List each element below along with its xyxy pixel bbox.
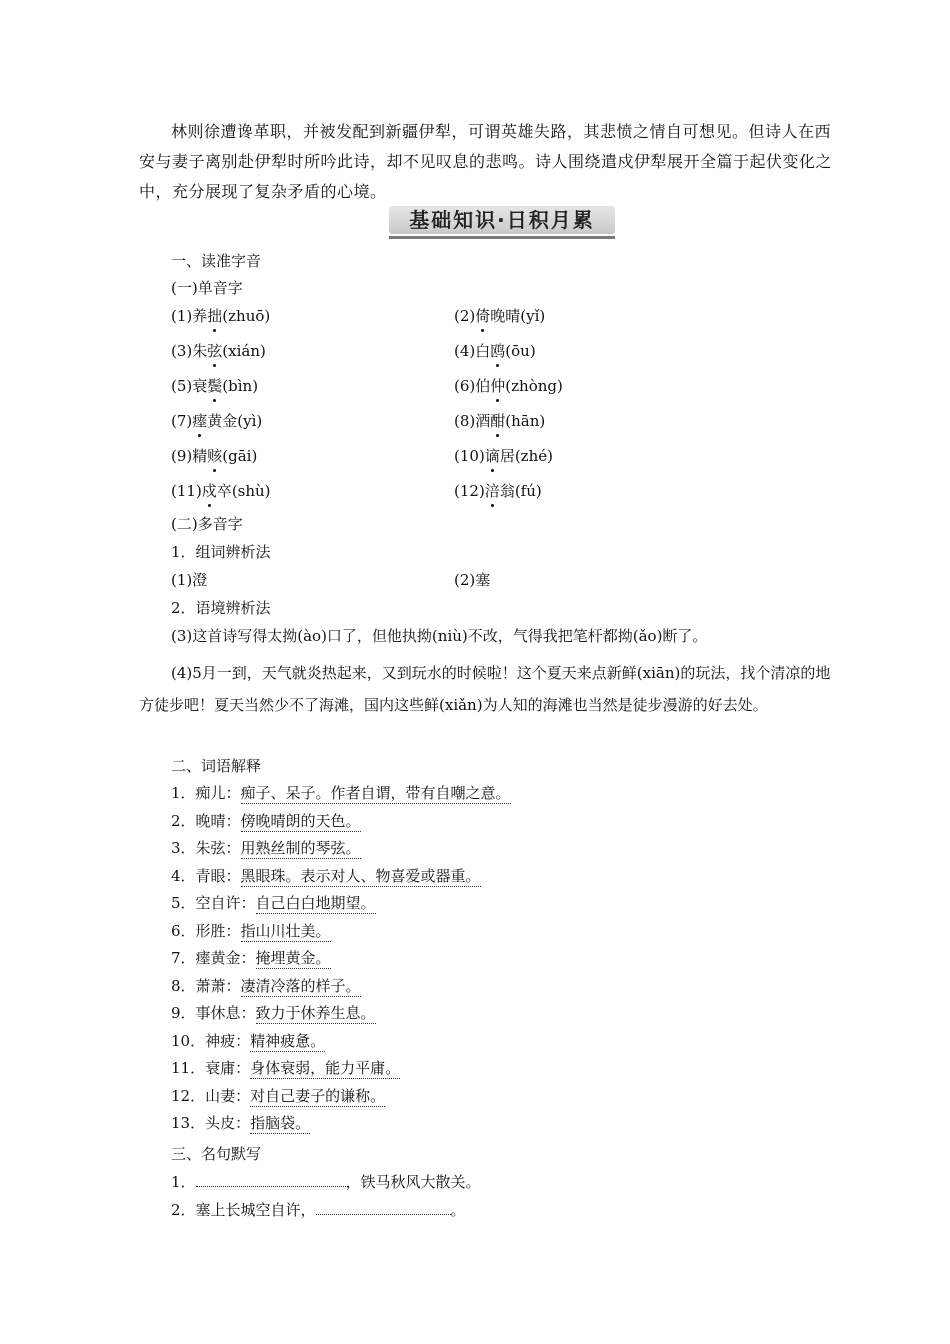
pronunciation-item	[454, 340, 536, 362]
section-heading: 二、词语解释	[171, 757, 262, 775]
pronunciation-item	[454, 445, 553, 467]
definition: 痴子、呆子。作者自谓，带有自嘲之意。	[240, 784, 511, 802]
fill-in-line-1	[171, 1171, 481, 1193]
dotted-character: 谪	[484, 447, 500, 465]
subsection-heading: (二)多音字	[171, 515, 243, 533]
pronunciation-item	[171, 305, 270, 327]
pronunciation-item	[171, 375, 258, 397]
dotted-character: 戍	[201, 482, 217, 500]
word-prefix: 伯	[475, 377, 491, 395]
definition: 掩埋黄金。	[255, 949, 331, 967]
answer-blank[interactable]	[316, 1200, 451, 1215]
definition: 致力于休养生息。	[255, 1004, 376, 1022]
dotted-character: 酣	[490, 412, 506, 430]
dotted-character: 赅	[207, 447, 223, 465]
word-prefix: 酒	[475, 412, 491, 430]
word-prefix: 精	[192, 447, 208, 465]
word-pinyin: (zhuō)	[222, 307, 271, 325]
list-item: (1)澄	[171, 571, 208, 589]
item-number: (2)	[454, 307, 476, 325]
word-pinyin: 卒(shù)	[216, 482, 271, 500]
word-pinyin: (xián)	[222, 342, 266, 360]
word-pinyin: 黄金(yì)	[207, 412, 263, 430]
intro-paragraph: 林则徐遭谗革职，并被发配到新疆伊犁，可谓英雄失路，其悲愤之情自可想见。但诗人在西安与妻子离别赴伊犁时所吟此诗，却不见叹息的悲鸣。诗人围绕遣戍伊犁展开全篇于起伏变化之中，充分展现了复杂矛盾的心境。	[139, 122, 833, 201]
vocabulary-item	[171, 920, 331, 942]
item-number: 1．	[171, 1173, 196, 1191]
dotted-character: 仲	[490, 377, 506, 395]
definition: 傍晚晴朗的天色。	[240, 811, 361, 830]
line-end: 。	[450, 1201, 466, 1219]
line-text: ，铁马秋风大散关。	[345, 1173, 481, 1191]
subsection-heading: (一)单音字	[171, 279, 243, 297]
dotted-character: 弦	[207, 342, 223, 360]
definition: 指山川壮美。	[240, 921, 331, 940]
vocabulary-item	[171, 810, 361, 832]
pronunciation-item	[454, 305, 545, 327]
word-pinyin: 居(zhé)	[499, 447, 553, 465]
pronunciation-item	[454, 410, 545, 432]
banner-title: 基础知识·日积月累	[409, 208, 595, 232]
vocabulary-item	[171, 1002, 376, 1024]
term: 6．形胜：	[171, 921, 241, 940]
dotted-character: 鸥	[490, 342, 506, 360]
pronunciation-item	[454, 480, 542, 502]
word-prefix: 养	[192, 307, 208, 325]
term: 10．神疲：	[171, 1031, 251, 1050]
vocabulary-item	[171, 1085, 385, 1107]
pronunciation-item	[171, 340, 266, 362]
pronunciation-item	[171, 480, 271, 502]
item-number: (9)	[171, 447, 193, 465]
definition: 对自己妻子的谦称。	[250, 1086, 386, 1105]
term: 11．衰庸：	[171, 1059, 251, 1077]
item-number: (8)	[454, 412, 476, 430]
term: 5．空自许：	[171, 894, 256, 912]
item-number: (6)	[454, 377, 476, 395]
definition: 凄清冷落的样子。	[240, 976, 361, 995]
definition: 指脑袋。	[250, 1114, 311, 1132]
vocabulary-item	[171, 865, 481, 887]
word-pinyin: (hān)	[505, 412, 546, 430]
pronunciation-item	[171, 445, 257, 467]
method-heading: 1．组词辨析法	[171, 543, 271, 561]
item-number: (4)	[454, 342, 476, 360]
vocabulary-item	[171, 1030, 325, 1052]
dotted-character: 拙	[207, 307, 223, 325]
item-number: (1)	[171, 307, 193, 325]
vocabulary-item	[171, 1057, 400, 1079]
context-sentence: (3)这首诗写得太拗(ào)口了，但他执拗(niù)不改，气得我把笔杆都拗(ǎo)断了。	[171, 627, 708, 645]
vocabulary-item	[171, 837, 361, 859]
term: 4．青眼：	[171, 866, 241, 885]
word-prefix: 衰	[192, 377, 208, 395]
vocabulary-item	[171, 892, 376, 914]
term: 1．痴儿：	[171, 784, 241, 802]
item-number: (10)	[454, 447, 485, 465]
dotted-character: 瘗	[192, 412, 208, 430]
definition: 身体衰弱，能力平庸。	[250, 1059, 401, 1077]
word-pinyin: (ōu)	[505, 342, 536, 360]
definition: 精神疲惫。	[250, 1031, 326, 1050]
item-number: (3)	[171, 342, 193, 360]
context-paragraph: (4)5月一到，天气就炎热起来，又到玩水的时候啦！这个夏天来点新鲜(xiān)的玩法，找个清凉的地方徒步吧！夏天当然少不了海滩，国内这些鲜(xiǎn)为人知的海滩也当然是徒步漫游的好去处。	[139, 664, 831, 714]
answer-blank[interactable]	[196, 1172, 346, 1187]
section-heading: 三、名句默写	[171, 1145, 262, 1163]
vocabulary-item	[171, 782, 511, 804]
term: 13．头皮：	[171, 1114, 251, 1132]
definition: 用熟丝制的琴弦。	[240, 839, 361, 857]
dotted-character: 涪	[484, 482, 500, 500]
vocabulary-item	[171, 947, 331, 969]
word-prefix: 白	[475, 342, 491, 360]
word-pinyin: (bìn)	[222, 377, 259, 395]
term: 8．萧萧：	[171, 976, 241, 995]
section-heading: 一、读准字音	[171, 252, 262, 270]
list-item: (2)塞	[454, 571, 491, 589]
term: 7．瘗黄金：	[171, 949, 256, 967]
term: 12．山妻：	[171, 1086, 251, 1105]
term: 3．朱弦：	[171, 839, 241, 857]
word-prefix: 朱	[192, 342, 208, 360]
item-number: (7)	[171, 412, 193, 430]
term: 2．晚晴：	[171, 811, 241, 830]
vocabulary-item	[171, 975, 361, 997]
section-banner	[389, 206, 615, 240]
word-pinyin: (gāi)	[222, 447, 258, 465]
fill-in-line-2	[171, 1199, 466, 1221]
item-number: (5)	[171, 377, 193, 395]
word-pinyin: (zhòng)	[505, 377, 563, 395]
word-pinyin: 晚晴(yǐ)	[490, 307, 546, 325]
pronunciation-item	[454, 375, 563, 397]
dotted-character: 倚	[475, 307, 491, 325]
item-number: (11)	[171, 482, 202, 500]
dotted-character: 鬓	[207, 377, 223, 395]
term: 9．事休息：	[171, 1004, 256, 1022]
definition: 自己白白地期望。	[255, 894, 376, 912]
line-text: 2．塞上长城空自许，	[171, 1201, 316, 1219]
method-heading: 2．语境辨析法	[171, 599, 271, 617]
word-pinyin: 翁(fú)	[499, 482, 542, 500]
pronunciation-item	[171, 410, 262, 432]
item-number: (12)	[454, 482, 485, 500]
definition: 黑眼珠。表示对人、物喜爱或器重。	[240, 866, 481, 885]
vocabulary-item	[171, 1112, 310, 1134]
banner-underline	[389, 236, 615, 239]
